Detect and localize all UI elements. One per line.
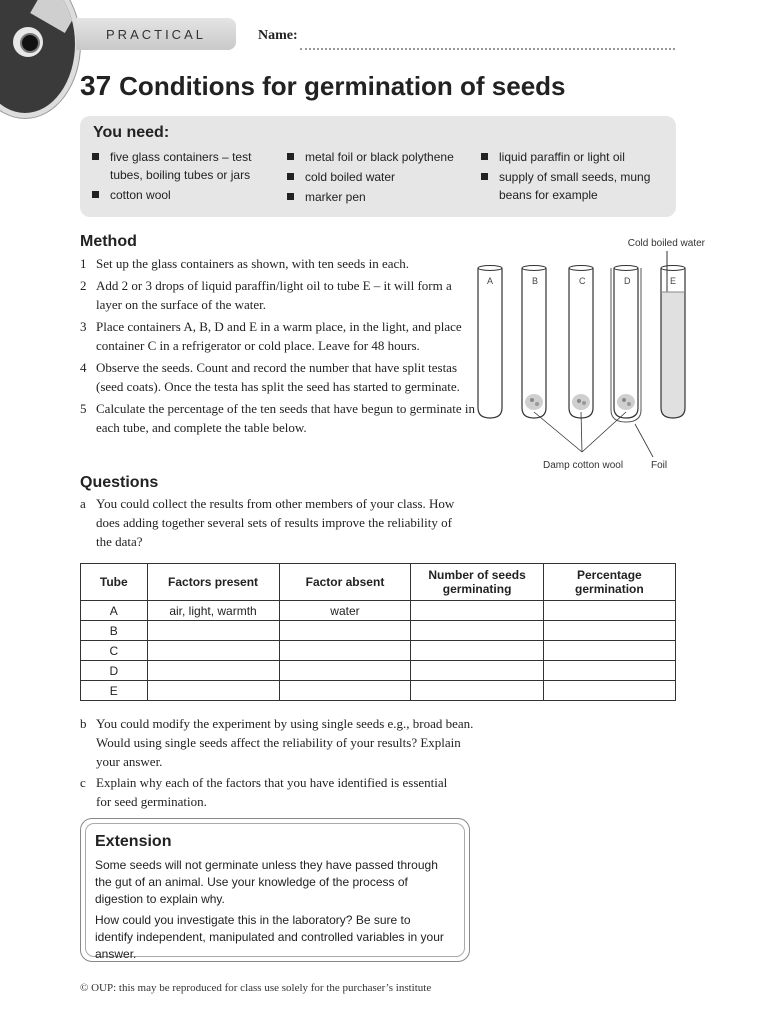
extension-paragraph: How could you investigate this in the laboratory? Be sure to identify independent, manipulated and controlled variables in your answer.	[95, 913, 444, 961]
name-field-line[interactable]	[300, 48, 675, 50]
table-cell[interactable]	[543, 641, 675, 661]
table-cell[interactable]	[279, 661, 411, 681]
tube-e	[661, 266, 685, 419]
you-need-column-3	[481, 148, 666, 206]
practical-number: 37	[80, 70, 112, 101]
extension-box	[80, 818, 470, 962]
method-step: 2 Add 2 or 3 drops of liquid paraffin/light oil to tube E – it will form a layer on the surface of the water.	[80, 277, 452, 312]
list-item: cotton wool	[92, 186, 267, 204]
column-header: Factor absent	[279, 564, 411, 601]
table-cell[interactable]	[147, 681, 279, 701]
you-need-column-1	[92, 148, 267, 206]
bullet-icon	[92, 191, 99, 198]
table-cell[interactable]	[147, 621, 279, 641]
table-cell: A	[81, 601, 148, 621]
method-step: 3 Place containers A, B, D and E in a warm place, in the light, and place container C in a refrigerator or cold place. Leave for 48 hours.	[80, 318, 462, 353]
table-cell: E	[81, 681, 148, 701]
table-cell[interactable]	[279, 621, 411, 641]
table-cell[interactable]	[543, 601, 675, 621]
question-c: c Explain why each of the factors that you have identified is essential for seed germination.	[80, 775, 448, 809]
tube-label: D	[624, 276, 631, 286]
page-title	[80, 70, 566, 102]
test-tube-diagram	[470, 232, 720, 472]
question-b: b You could modify the experiment by using single seeds e.g., broad bean. Would using single seeds affect the reliability of your results? Explain your answer.	[80, 716, 474, 769]
bullet-icon	[92, 153, 99, 160]
method-step: 5 Calculate the percentage of the ten seeds that have begun to germinate in each tube, and complete the table below.	[80, 400, 476, 435]
extension-heading: Extension	[95, 833, 172, 850]
foil-label: Foil	[651, 460, 668, 471]
method-steps	[80, 254, 475, 440]
table-cell[interactable]	[543, 661, 675, 681]
table-cell: air, light, warmth	[147, 601, 279, 621]
table-cell[interactable]	[543, 621, 675, 641]
table-cell[interactable]	[279, 641, 411, 661]
results-table	[80, 563, 676, 701]
name-label: Name:	[258, 28, 298, 43]
list-item: five glass containers – test tubes, boiling tubes or jars	[92, 148, 267, 184]
bullet-icon	[287, 193, 294, 200]
table-cell: B	[81, 621, 148, 641]
table-row	[81, 601, 676, 621]
questions-heading: Questions	[80, 474, 159, 491]
bullet-icon	[287, 173, 294, 180]
table-row	[81, 681, 676, 701]
table-cell[interactable]	[411, 641, 543, 661]
table-row	[81, 661, 676, 681]
cotton-wool-icon	[525, 394, 543, 410]
table-row	[81, 621, 676, 641]
list-item: liquid paraffin or light oil	[481, 148, 666, 166]
damp-cotton-label: Damp cotton wool	[543, 460, 624, 471]
water-fill	[661, 292, 685, 418]
bullet-icon	[287, 153, 294, 160]
bullet-icon	[481, 153, 488, 160]
table-cell[interactable]	[411, 681, 543, 701]
table-cell[interactable]	[147, 641, 279, 661]
tube-label: C	[579, 276, 586, 286]
column-header: Tube	[81, 564, 148, 601]
list-item: marker pen	[287, 188, 472, 206]
list-item: cold boiled water	[287, 168, 472, 186]
column-header: Number of seeds germinating	[411, 564, 543, 601]
tube-c	[569, 266, 593, 419]
you-need-column-2	[287, 148, 472, 208]
cotton-wool-icon	[572, 394, 590, 410]
list-item: metal foil or black polythene	[287, 148, 472, 166]
list-item: supply of small seeds, mung beans for example	[481, 168, 666, 204]
table-cell[interactable]	[147, 661, 279, 681]
table-cell[interactable]	[411, 601, 543, 621]
column-header: Percentage germination	[543, 564, 675, 601]
method-heading: Method	[80, 233, 137, 250]
tube-d	[611, 266, 641, 423]
you-need-box	[80, 116, 676, 217]
table-cell[interactable]	[543, 681, 675, 701]
tube-label: E	[670, 276, 677, 286]
tube-label: A	[487, 276, 494, 286]
toucan-logo-icon	[0, 0, 80, 118]
table-cell: D	[81, 661, 148, 681]
title-text: Conditions for germination of seeds	[119, 71, 566, 101]
practical-tab: PRACTICAL	[76, 18, 236, 50]
you-need-heading: You need:	[93, 124, 170, 141]
method-step: 4 Observe the seeds. Count and record the number that have split testas (seed coats). Once the testa has split the seed has started to germinate.	[80, 359, 460, 394]
table-cell[interactable]	[411, 661, 543, 681]
question-a: a You could collect the results from other members of your class. How does adding together several sets of results improve the reliability of the data?	[80, 496, 455, 549]
table-row	[81, 641, 676, 661]
table-cell: C	[81, 641, 148, 661]
copyright-footer: © OUP: this may be reproduced for class use solely for the purchaser’s institute	[80, 982, 432, 994]
cold-water-label: Cold boiled water	[627, 238, 705, 249]
method-step: 1 Set up the glass containers as shown, with ten seeds in each.	[80, 256, 410, 271]
table-cell: water	[279, 601, 411, 621]
extension-paragraph: Some seeds will not germinate unless they have passed through the gut of an animal. Use your knowledge of the process of digestion to explain why.	[95, 858, 438, 906]
bullet-icon	[481, 173, 488, 180]
tube-a	[478, 266, 502, 419]
cotton-wool-icon	[617, 394, 635, 410]
table-cell[interactable]	[279, 681, 411, 701]
table-cell[interactable]	[411, 621, 543, 641]
table-header-row	[81, 564, 676, 601]
extension-text	[95, 857, 450, 967]
tube-b	[522, 266, 546, 419]
column-header: Factors present	[147, 564, 279, 601]
tube-label: B	[532, 276, 539, 286]
